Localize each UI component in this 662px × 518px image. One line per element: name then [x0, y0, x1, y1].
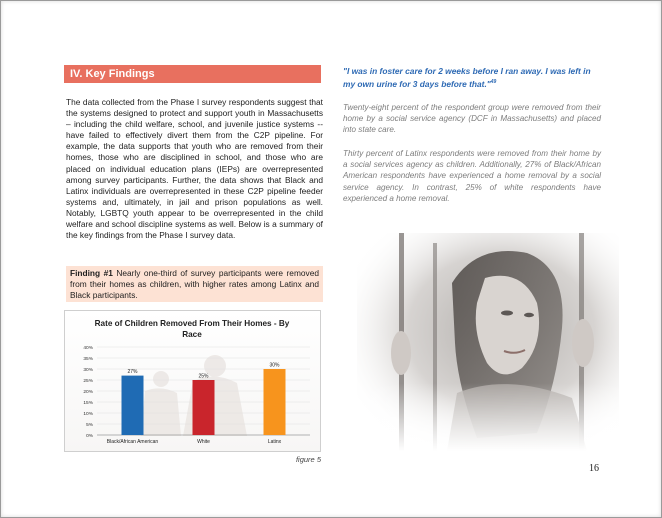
- chart-x-tick-label: Latinx: [267, 439, 282, 445]
- chart-y-tick-label: 5%: [86, 422, 93, 428]
- figure-caption: figure 5: [295, 455, 321, 464]
- statistic-paragraph-1: Twenty-eight percent of the respondent group were removed from their home by a social service agency (DCF in Massachusetts) and placed into state care.: [343, 103, 601, 135]
- chart-x-tick-label: White: [197, 439, 210, 445]
- chart-y-tick-label: 10%: [83, 411, 93, 417]
- bar-chart: [64, 310, 321, 452]
- chart-y-tick-label: 40%: [83, 345, 93, 351]
- chart-data-label: 27%: [127, 369, 138, 376]
- chart-canvas: [65, 311, 320, 451]
- quote-footnote: 49: [490, 79, 497, 86]
- chart-data-label: 25%: [198, 373, 209, 380]
- finding-callout: [66, 266, 323, 302]
- chart-y-tick-label: 30%: [83, 367, 93, 373]
- chart-y-tick-label: 20%: [83, 389, 93, 395]
- chart-data-label: 30%: [269, 362, 280, 369]
- chart-y-tick-label: 0%: [86, 433, 93, 439]
- chart-y-axis: [83, 345, 93, 439]
- chart-y-tick-label: 15%: [83, 400, 93, 406]
- pull-quote: [343, 66, 601, 90]
- page-number: 16: [589, 463, 599, 474]
- chart-title-line-1: Rate of Children Removed From Their Homes - By: [94, 319, 290, 328]
- section-heading: IV. Key Findings: [64, 65, 321, 83]
- youth-photo: [357, 233, 619, 451]
- intro-paragraph: The data collected from the Phase I survey respondents suggest that the systems designed to protect and support youth in Massachusetts – including the child welfare, school, and juvenile justice systems -- have failed to effectively divert them from the C2P pipeline. For example, the data supports that youth who are removed from their homes, those who are disciplined in school, and those who are placed on individual education plans (IEPs) are overrepresented among survey participants. Further, the data shows that Black and Latinx individuals are overrepresented in these C2P pipeline feeder systems and, ultimately, in jail and prison populations as well. Notably, LGBTQ youth appear to be overrepresented in the child welfare and school discipline systems as well. Below is a summary of the key findings from the Phase I survey data.: [66, 97, 323, 241]
- quote-text: "I was in foster care for 2 weeks before I ran away. I was left in my own urine for 3 days before that.": [343, 66, 591, 90]
- chart-x-axis: [107, 439, 282, 445]
- finding-text: Nearly one-third of survey participants were removed from their homes as children, with higher rates among Latinx and Black participants.: [70, 268, 319, 301]
- chart-bar: [122, 376, 144, 435]
- chart-title-line-2: Race: [182, 330, 202, 339]
- finding-label: Finding #1: [70, 268, 113, 278]
- chart-y-tick-label: 25%: [83, 378, 93, 384]
- chart-y-tick-label: 35%: [83, 356, 93, 362]
- statistic-paragraph-2: Thirty percent of Latinx respondents were removed from their home by a social services agency as children. Additionally, 27% of Black/African American respondents have experienced a home removal by a social service agency. In contrast, 25% of white respondents have experienced a home removal.: [343, 149, 601, 203]
- chart-bar: [193, 380, 215, 435]
- chart-x-tick-label: Black/African American: [106, 439, 159, 445]
- chart-bar: [264, 369, 286, 435]
